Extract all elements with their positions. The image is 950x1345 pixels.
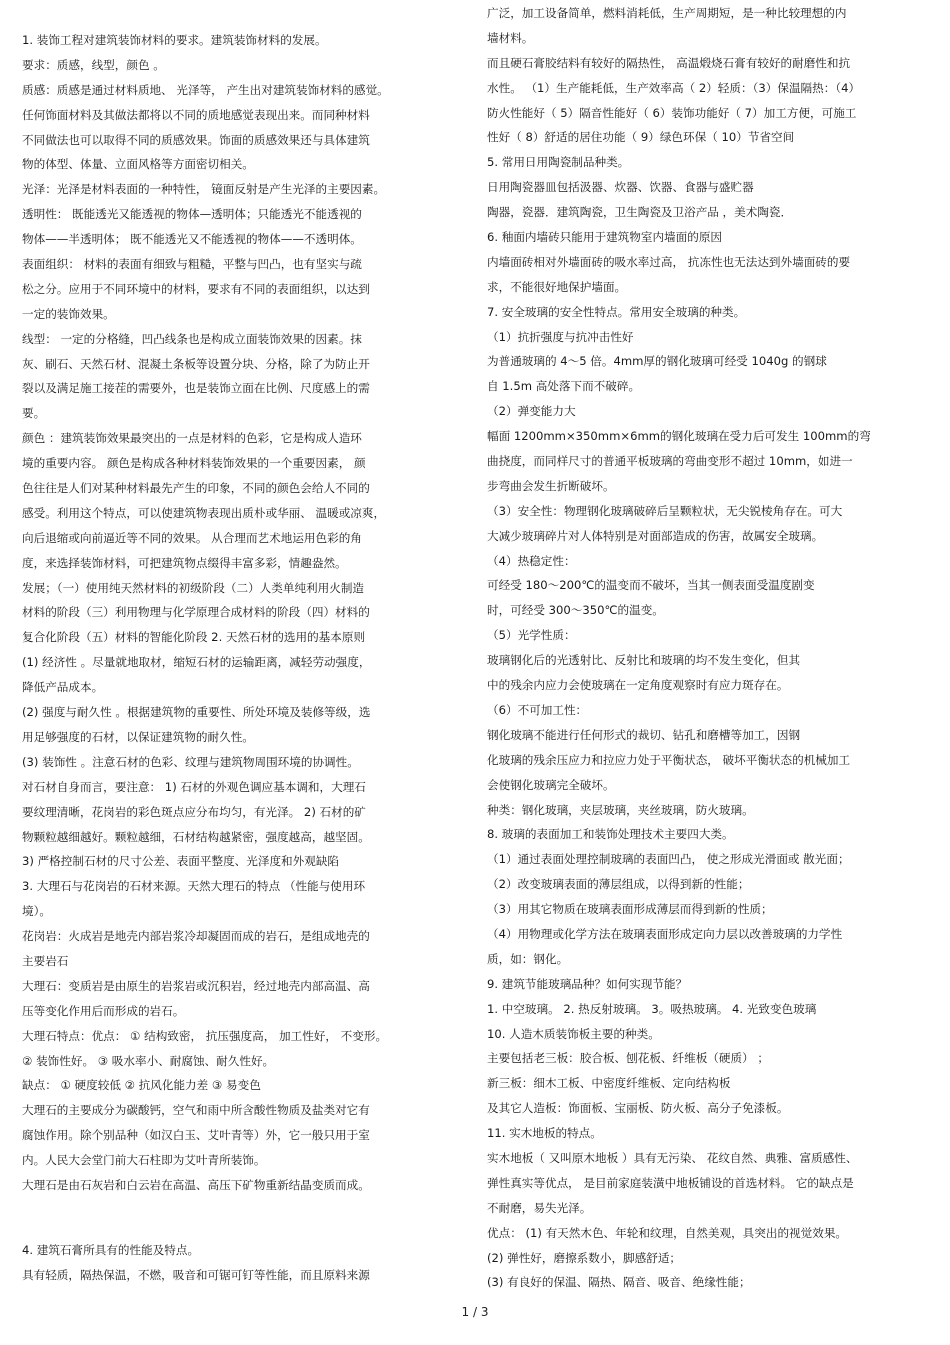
text-line: 物颗粒越细越好。颗粒越细，石材结构越紧密，强度越高，越坚固。 (22, 829, 370, 844)
right-text-block (487, 1, 932, 1295)
text-line: 要求：质感，线型，颜色 。 (22, 57, 165, 72)
text-line: 用足够强度的石材，以保证建筑物的耐久性。 (22, 729, 254, 744)
text-line: 广泛，加工设备简单，燃料消耗低，生产周期短，是一种比较理想的内 (487, 6, 847, 20)
text-line: (3) 装饰性 。注意石材的色彩、纹理与建筑物周围环境的协调性。 (22, 754, 359, 769)
text-line: （1）通过表面处理控制玻璃的表面凹凸， 使之形成光滑面或 散光面； (487, 852, 850, 867)
right-column (487, 1, 932, 1295)
text-line: （2）改变玻璃表面的薄层组成，以得到新的性能； (487, 877, 750, 892)
text-line: (2) 强度与耐久性 。根据建筑物的重要性、所处环境及装修等级，选 (22, 705, 371, 720)
text-line: 自 1.5m 高处落下而不破碎。 (487, 379, 641, 394)
text-line: 幅面 1200mm×350mm×6mm的钢化玻璃在受力后可发生 100mm的弯 (487, 429, 871, 444)
page-number: 1 / 3 (461, 1305, 489, 1319)
text-line: 步弯曲会发生折断破坏。 (487, 478, 615, 493)
text-line: 质感：质感是通过材料质地、 光泽等， 产生出对建筑装饰材料的感觉。 (22, 82, 389, 97)
text-line: 任何饰面材料及其做法都将以不同的质地感觉表现出来。而同种材料 (22, 107, 370, 122)
text-line: 物的体型、体量、立面风格等方面密切相关。 (22, 157, 254, 172)
text-line: 3. 大理石与花岗岩的石材来源。天然大理石的特点 （性能与使用环 (22, 879, 366, 894)
text-line: 表面组织： 材料的表面有细致与粗糙，平整与凹凸，也有坚实与疏 (22, 257, 362, 272)
text-line: ② 装饰性好。 ③ 吸水率小、耐腐蚀、耐久性好。 (22, 1053, 275, 1068)
text-line: 大理石的主要成分为碳酸钙，空气和雨中所含酸性物质及盐类对它有 (22, 1103, 370, 1118)
text-line: （1）抗折强度与抗冲击性好 (487, 329, 634, 344)
text-line: 花岗岩：火成岩是地壳内部岩浆冷却凝固而成的岩石，是组成地壳的 (22, 929, 370, 944)
text-line: 化玻璃的残余压应力和拉应力处于平衡状态， 破坏平衡状态的机械加工 (487, 752, 851, 767)
text-line: 松之分。应用于不同环境中的材料，要求有不同的表面组织，以达到 (22, 281, 370, 296)
text-line: 实木地板（ 又叫原木地板 ）具有无污染、 花纹自然、典雅、富质感性、 (487, 1150, 858, 1165)
text-line: 求，不能很好地保护墙面。 (487, 279, 627, 294)
text-line: 主要包括老三板：胶合板、刨花板、纤维板（硬质） ； (487, 1051, 769, 1066)
text-line: 对石材自身而言，要注意： 1) 石材的外观色调应基本调和，大理石 (22, 779, 366, 794)
text-line: 大减少玻璃碎片对人体特别是对面部造成的伤害，故属安全玻璃。 (487, 528, 824, 543)
text-line: 降低产品成本。 (22, 680, 104, 695)
text-line: 缺点： ① 硬度较低 ② 抗风化能力差 ③ 易变色 (22, 1078, 261, 1093)
left-text-block-1 (22, 28, 462, 1198)
text-line: 优点： (1) 有天然木色、年轮和纹理，自然美观，具突出的视觉效果。 (487, 1225, 848, 1240)
text-line: 灰、刷石、天然石材、混凝土条板等设置分块、分格，除了为防止开 (22, 356, 370, 371)
text-line: 10. 人造木质装饰板主要的种类。 (487, 1026, 660, 1041)
text-line: 6. 釉面内墙砖只能用于建筑物室内墙面的原因 (487, 230, 723, 245)
text-line: 复合化阶段（五）材料的智能化阶段 2. 天然石材的选用的基本原则 (22, 630, 366, 645)
text-line: 内墙面砖相对外墙面砖的吸水率过高， 抗冻性也无法达到外墙面砖的要 (487, 254, 851, 269)
text-line: （4）热稳定性： (487, 553, 576, 568)
text-line: （4）用物理或化学方法在玻璃表面形成定向力层以改善玻璃的力学性 (487, 926, 843, 941)
text-line: 颜色 ：建筑装饰效果最突出的一点是材料的色彩，它是构成人造环 (22, 431, 362, 446)
text-line: 会使钢化玻璃完全破坏。 (487, 777, 615, 792)
text-line: 种类：钢化玻璃，夹层玻璃，夹丝玻璃，防火玻璃。 (487, 802, 754, 817)
text-line: 线型： 一定的分格缝，凹凸线条也是构成立面装饰效果的因素。抹 (22, 331, 362, 346)
text-line: 玻璃钢化后的光透射比、反射比和玻璃的均不发生变化，但其 (487, 653, 801, 668)
text-line: 7. 安全玻璃的安全性特点。常用安全玻璃的种类。 (487, 304, 746, 319)
text-line: 4. 建筑石膏所具有的性能及特点。 (22, 1242, 200, 1257)
text-line: 5. 常用日用陶瓷制品种类。 (487, 155, 630, 170)
text-line: 弹性真实等优点， 是目前家庭装潢中地板铺设的首选材料。 它的缺点是 (487, 1175, 854, 1190)
text-line: 物体——半透明体； 既不能透光又不能透视的物体——不透明体。 (22, 232, 362, 247)
text-line: 防火性能好（ 5）隔音性能好（ 6）装饰功能好（ 7）加工方便，可施工 (487, 105, 857, 120)
text-line: 陶器，瓷器．建筑陶瓷，卫生陶瓷及卫浴产品 ，美术陶瓷． (487, 205, 793, 220)
text-line: 要纹理清晰，花岗岩的彩色斑点应分布均匀，有光泽。 2) 石材的矿 (22, 804, 366, 819)
text-line: 而且硬石膏胶结料有较好的隔热性， 高温煅烧石膏有较好的耐磨性和抗 (487, 55, 851, 70)
text-line: 具有轻质，隔热保温，不燃，吸音和可锯可钉等性能，而且原料来源 (22, 1267, 370, 1282)
text-line: （5）光学性质： (487, 628, 576, 643)
text-line: 可经受 180～200℃的温变而不破坏，当其一侧表面受温度剧变 (487, 578, 815, 593)
text-line: 透明性： 既能透光又能透视的物体—透明体；只能透光不能透视的 (22, 207, 362, 222)
text-line: 钢化玻璃不能进行任何形式的裁切、钻孔和磨槽等加工，因钢 (487, 727, 801, 742)
text-line: (1) 经济性 。尽量就地取材，缩短石材的运输距离，减轻劳动强度， (22, 655, 371, 670)
text-line: 质，如：钢化。 (487, 951, 569, 966)
paragraph-gap (22, 1198, 462, 1238)
text-line: 9. 建筑节能玻璃品种？如何实现节能？ (487, 976, 688, 991)
text-line: 日用陶瓷器皿包括汲器、炊器、饮器、食器与盛贮器 (487, 180, 754, 195)
text-line: 向后退缩或向前逼近等不同的效果。 从合理而艺术地运用色彩的角 (22, 530, 362, 545)
text-line: 3) 严格控制石材的尺寸公差、表面平整度、光泽度和外观缺陷 (22, 854, 340, 869)
text-line: 境）。 (22, 904, 51, 919)
text-line: 墙材料。 (487, 30, 534, 45)
text-line: 裂以及满足施工接茬的需要外，也是装饰立面在比例、尺度感上的需 (22, 381, 370, 396)
text-line: 要。 (22, 406, 46, 421)
text-line: (2) 弹性好，磨擦系数小，脚感舒适； (487, 1250, 682, 1265)
text-line: 大理石是由石灰岩和白云岩在高温、高压下矿物重新结晶变质而成。 (22, 1177, 370, 1192)
left-text-block-2 (22, 1238, 462, 1288)
text-line: （6）不可加工性： (487, 702, 588, 717)
text-line: 为普通玻璃的 4～5 倍。4mm厚的钢化玻璃可经受 1040g 的钢球 (487, 354, 827, 369)
text-line: 及其它人造板：饰面板、宝丽板、防火板、高分子免漆板。 (487, 1101, 789, 1116)
text-line: 中的残余内应力会使玻璃在一定角度观察时有应力斑存在。 (487, 678, 789, 693)
text-line: 境的重要内容。 颜色是构成各种材料装饰效果的一个重要因素， 颜 (22, 456, 366, 471)
text-line: 不同做法也可以取得不同的质感效果。饰面的质感效果还与具体建筑 (22, 132, 370, 147)
text-line: 材料的阶段（三）利用物理与化学原理合成材料的阶段（四）材料的 (22, 605, 370, 620)
text-line: 1. 中空玻璃。 2. 热反射玻璃。 3。吸热玻璃。 4. 光致变色玻璃 (487, 1001, 817, 1016)
text-line: (3) 有良好的保温、隔热、隔音、吸音、绝缘性能； (487, 1275, 751, 1290)
text-line: 发展；（一）使用纯天然材料的初级阶段（二）人类单纯利用火制造 (22, 580, 365, 595)
text-line: 曲挠度，而同样尺寸的普通平板玻璃的弯曲变形不超过 10mm，如进一 (487, 454, 853, 469)
left-column (22, 28, 462, 1288)
text-line: 不耐磨，易失光泽。 (487, 1200, 592, 1215)
text-line: （3）用其它物质在玻璃表面形成薄层而得到新的性质； (487, 902, 773, 917)
text-line: 大理石特点：优点： ① 结构致密， 抗压强度高， 加工性好， 不变形。 (22, 1028, 388, 1043)
text-line: 8. 玻璃的表面加工和装饰处理技术主要四大类。 (487, 827, 734, 842)
text-line: 腐蚀作用。除个别品种（如汉白玉、艾叶青等）外，它一般只用于室 (22, 1128, 370, 1143)
text-line: 光泽：光泽是材料表面的一种特性， 镜面反射是产生光泽的主要因素。 (22, 182, 386, 197)
text-line: （2）弹变能力大 (487, 404, 576, 419)
text-line: 度，来选择装饰材料，可把建筑物点缀得丰富多彩，情趣盎然。 (22, 555, 347, 570)
text-line: 一定的装饰效果。 (22, 306, 115, 321)
text-line: 新三板：细木工板、中密度纤维板、定向结构板 (487, 1076, 731, 1091)
text-line: （3）安全性：物理钢化玻璃破碎后呈颗粒状，无尖锐棱角存在。可大 (487, 503, 843, 518)
text-line: 色往往是人们对某种材料最先产生的印象，不同的颜色会给人不同的 (22, 481, 370, 496)
text-line: 主要岩石 (22, 953, 69, 968)
text-line: 性好（ 8）舒适的居住功能（ 9）绿色环保（ 10）节省空间 (487, 130, 795, 145)
text-line: 水性。 （1）生产能耗低，生产效率高（ 2）轻质：（3）保温隔热：（4） (487, 80, 861, 95)
text-line: 1. 装饰工程对建筑装饰材料的要求。建筑装饰材料的发展。 (22, 33, 327, 47)
text-line: 压等变化作用后而形成的岩石。 (22, 1003, 185, 1018)
text-line: 感受。利用这个特点，可以使建筑物表现出质朴或华丽、 温暖或凉爽， (22, 505, 386, 520)
text-line: 时，可经受 300～350℃的温变。 (487, 603, 664, 618)
text-line: 11. 实木地板的特点。 (487, 1126, 602, 1141)
text-line: 内。人民大会堂门前大石柱即为艾叶青所装饰。 (22, 1153, 266, 1168)
text-line: 大理石：变质岩是由原生的岩浆岩或沉积岩，经过地壳内部高温、高 (22, 978, 370, 993)
